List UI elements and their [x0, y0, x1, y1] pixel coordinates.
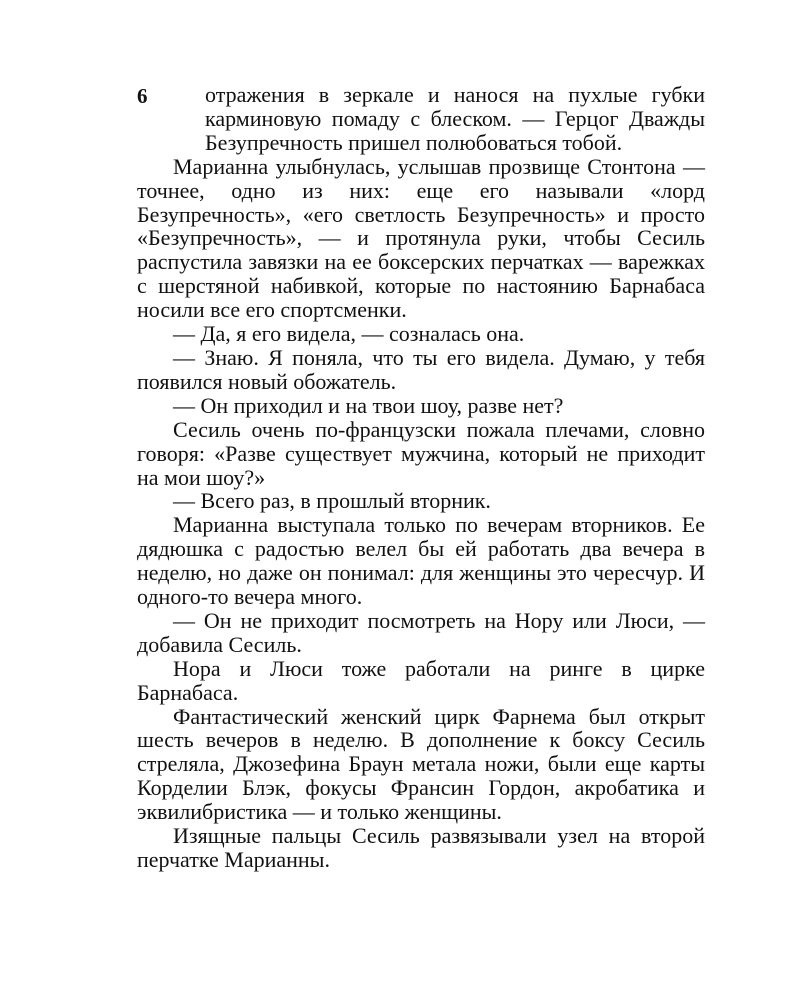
- paragraph-7: — Всего раз, в прошлый вторник.: [173, 488, 491, 514]
- paragraph-4: — Знаю. Я поняла, что ты его видела. Думаю, у тебя появился новый обожатель.: [137, 344, 705, 394]
- body-text: [137, 83, 705, 872]
- paragraph-12: Изящные пальцы Сесиль развязывали узел на второй перчатке Марианны.: [137, 823, 705, 872]
- paragraph-8: Марианна выступала только по вечерам вторников. Ее дядюшка с радостью велел бы ей работать два вечера в неделю, но даже он понимал: для женщины это чересчур. И одного-то вечера много.: [137, 512, 705, 610]
- paragraph-1: отражения в зеркале и нанося на пухлые губки карминовую помаду с блеском. — Герцог Дважды Безупречность пришел полюбоваться тобой.: [205, 82, 705, 155]
- paragraph-3: — Да, я его видела, — созналась она.: [173, 321, 525, 347]
- page-number: 6: [137, 84, 148, 108]
- paragraph-2: Марианна улыбнулась, услышав прозвище Стонтона — точнее, одно из них: еще его называли «лорд Безупречность», «его светлость Безупречность» и просто «Безупречность», — и протянула руки, чтобы Сесиль распустила завязки на ее боксерских перчатках — варежках с шерстяной набивкой, которые по настоянию Барнабаса носили все его спортсменки.: [137, 153, 705, 323]
- paragraph-9: — Он не приходит посмотреть на Нору или Люси, — добавила Сесиль.: [137, 607, 705, 657]
- paragraph-10: Нора и Люси тоже работали на ринге в цирке Барнабаса.: [137, 655, 705, 705]
- paragraph-11: Фантастический женский цирк Фарнема был открыт шесть вечеров в неделю. В дополнение к боксу Сесиль стреляла, Джозефина Браун метала ножи, были еще карты Корделии Блэк, фокусы Франсин Гордон, акробатика и эквилибристика — и только женщины.: [137, 703, 705, 825]
- paragraph-6: Сесиль очень по-французски пожала плечами, словно говоря: «Разве существует мужчина, который не приходит на мои шоу?»: [137, 416, 705, 490]
- paragraph-5: — Он приходил и на твои шоу, разве нет?: [173, 392, 564, 418]
